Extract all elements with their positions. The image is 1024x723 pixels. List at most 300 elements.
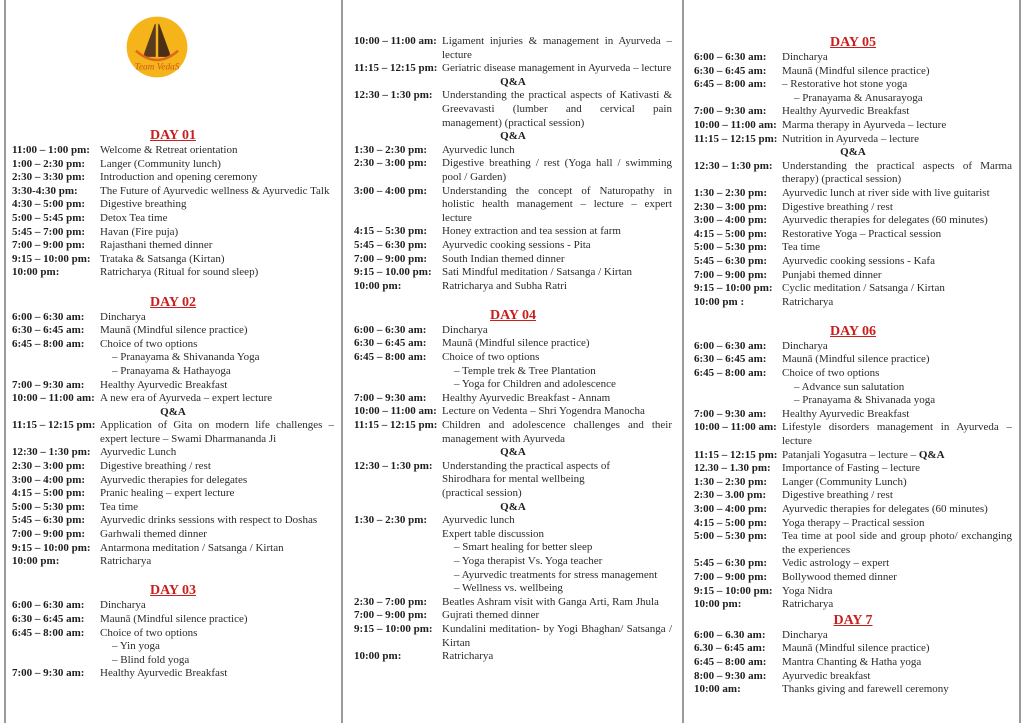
activity (100, 419, 334, 446)
activity-text (100, 338, 334, 352)
activity (100, 667, 334, 681)
time-slot: 7:00 – 9:00 pm: (12, 528, 86, 541)
activity-text (100, 266, 334, 280)
activity-label: Geriatric disease management in Ayurveda – lecture (442, 62, 672, 75)
activity-text (782, 65, 1012, 79)
activity-label: Vedic astrology – expert (782, 557, 890, 570)
activity (442, 514, 672, 541)
activity-text (100, 542, 334, 556)
schedule-row (694, 557, 1012, 571)
schedule-row (354, 405, 672, 419)
schedule-row (694, 296, 1012, 310)
activity-text (442, 351, 672, 365)
activity-label: Maunā (Mindful silence practice) (782, 642, 930, 655)
activity (442, 89, 672, 130)
activity-label: Langer (Community lunch) (100, 157, 221, 170)
activity (782, 133, 1012, 147)
activity-text (442, 253, 672, 267)
activity-subitem: – Smart healing for better sleep (454, 541, 593, 554)
activity (442, 225, 672, 239)
activity-text (782, 629, 1012, 643)
activity-label: Detox Tea time (100, 211, 168, 224)
activity (782, 78, 1012, 105)
activity-text (782, 353, 1012, 367)
activity (100, 555, 334, 569)
schedule-row (694, 476, 1012, 490)
time-slot: 6:00 – 6:30 am: (12, 310, 85, 323)
activity-label: Garhwali themed dinner (100, 528, 207, 541)
activity-label: Ayurvedic therapies for delegates (60 minutes) (782, 503, 988, 515)
activity (100, 212, 334, 226)
activity (442, 35, 672, 62)
schedule-row (694, 282, 1012, 296)
activity-text (782, 476, 1012, 490)
schedule-row (354, 337, 672, 351)
activity (442, 253, 672, 267)
activity-label: Dincharya (782, 51, 828, 63)
activity (782, 598, 1012, 612)
activity-text (100, 198, 334, 212)
schedule-row (12, 198, 334, 212)
schedule-row (694, 642, 1012, 656)
time-slot: 6:00 – 6.30 am: (694, 628, 766, 641)
activity-label: Lifestyle disorders management in Ayurveda – lecture (782, 421, 1012, 448)
activity-label: Kundalini meditation- by Yogi Bhaghan/ Satsanga / Kirtan (442, 622, 672, 649)
qa-label: Q&A (500, 446, 526, 459)
activity-subitem: – Yoga for Children and adolescence (454, 378, 616, 391)
time-slot: 6:00 – 6:30 am: (12, 599, 85, 612)
schedule-row (12, 627, 334, 668)
schedule-row (694, 571, 1012, 585)
time-slot: 7:00 – 9:00 pm: (12, 239, 86, 252)
qa-label: Q&A (160, 405, 186, 418)
activity-text (100, 627, 334, 641)
activity-label: The Future of Ayurvedic wellness & Ayurvedic Talk (100, 184, 330, 197)
activity-text (442, 405, 672, 419)
schedule-row (354, 419, 672, 446)
schedule-row (12, 667, 334, 681)
schedule-row (694, 340, 1012, 354)
schedule-row (694, 517, 1012, 531)
schedule-row (12, 338, 334, 379)
activity-text (782, 503, 1012, 517)
activity-text (782, 462, 1012, 476)
time-slot: 1:30 – 2:30 pm: (354, 143, 428, 156)
activity-label: Lecture on Vedenta – Shri Yogendra Manocha (442, 405, 645, 418)
day-heading: DAY 7 (833, 612, 873, 628)
time-slot: 7:00 – 9:00 pm: (694, 268, 768, 281)
schedule-row (354, 541, 672, 595)
time-slot: 5:45 – 6:30 pm: (354, 238, 428, 251)
activity-text (100, 324, 334, 338)
activity-label: A new era of Ayurveda – expert lecture (100, 392, 273, 405)
schedule-row (694, 105, 1012, 119)
schedule-row (694, 160, 1012, 187)
time-slot: 12:30 – 1:30 pm: (12, 446, 91, 459)
activity (100, 474, 334, 488)
activity-label: Cyclic meditation / Satsanga / Kirtan (782, 282, 945, 295)
activity-label: Punjabi themed dinner (782, 268, 882, 281)
schedule-row (354, 351, 672, 392)
activity (782, 408, 1012, 422)
time-slot: 11:15 – 12:15 pm: (354, 419, 438, 432)
schedule-row (694, 598, 1012, 612)
activity-text (782, 571, 1012, 585)
qa-label: Q&A (500, 75, 526, 88)
time-slot: 5:00 – 5:30 pm: (694, 241, 768, 254)
schedule-row (12, 487, 334, 501)
time-slot: 9:15 – 10:00 pm: (694, 282, 773, 295)
activity-label: Importance of Fasting – lecture (782, 462, 921, 475)
activity-subitem: – Wellness vs. wellbeing (454, 582, 563, 595)
schedule-row (354, 35, 672, 62)
activity (100, 501, 334, 515)
activity-text (782, 656, 1012, 670)
time-slot: 4:15 – 5:00 pm: (694, 227, 768, 240)
activity-subitem: – Blind fold yoga (112, 653, 190, 666)
activity (782, 353, 1012, 367)
activity (100, 239, 334, 253)
time-slot: 2:30 – 7:00 pm: (354, 595, 428, 608)
activity (782, 462, 1012, 476)
activity-label: Choice of two options (100, 337, 198, 350)
activity-label: Trataka & Satsanga (Kirtan) (100, 252, 225, 265)
activity-label: Ayurvedic lunch at river side with live guitarist (782, 186, 990, 199)
activity (442, 596, 672, 610)
activity-label: Ratricharya (100, 555, 152, 568)
activity-text (782, 51, 1012, 65)
activity-text (782, 296, 1012, 310)
activity-label: Ayurvedic lunch (442, 143, 515, 156)
schedule-row (694, 421, 1012, 448)
time-slot: 7:00 – 9:00 pm: (354, 609, 428, 622)
activity-label: Ayurvedic lunch (442, 514, 515, 527)
activity-label: Ayurvedic drinks sessions with respect to Doshas (100, 514, 318, 527)
activity-text (442, 239, 672, 253)
schedule-row (12, 613, 334, 627)
schedule-row (354, 157, 672, 184)
activity-text (100, 253, 334, 267)
activity-text (782, 642, 1012, 656)
activity (442, 324, 672, 338)
time-slot: 5:45 – 6:30 pm: (694, 254, 768, 267)
schedule-column-2 (354, 35, 672, 664)
time-slot: 5:00 – 5:30 pm: (12, 500, 86, 513)
time-slot: 5:00 – 5:45 pm: (12, 211, 86, 224)
activity-label: Choice of two options (442, 351, 540, 364)
activity (442, 280, 672, 294)
activity-text (442, 596, 672, 610)
activity-label: Nutrition in Ayurveda – lecture (782, 132, 920, 145)
time-slot: 8:00 – 9:30 am: (694, 669, 767, 682)
day-section (694, 612, 1012, 697)
schedule-row (694, 353, 1012, 367)
activity-label: Ayurvedic cooking sessions - Pita (442, 238, 591, 251)
activity-text (442, 650, 672, 664)
activity (782, 269, 1012, 283)
time-slot: 7:00 – 9:30 am: (12, 667, 85, 680)
schedule-row (354, 650, 672, 664)
activity-label: – Restorative hot stone yoga (782, 78, 908, 91)
day-heading: DAY 06 (829, 323, 877, 339)
activity (782, 241, 1012, 255)
time-slot: 6:30 – 6:45 am: (12, 613, 85, 625)
day-heading: DAY 04 (489, 307, 537, 323)
schedule-row (354, 185, 672, 226)
activity-label: Yoga Nidra (782, 584, 833, 597)
time-slot: 12:30 – 1:30 pm: (694, 159, 773, 172)
activity (100, 185, 334, 199)
activity (782, 160, 1012, 187)
activity-label: Application of Gita on modern life challenges – expert lecture – Swami Dharmananda Ji (100, 419, 334, 445)
schedule-row (694, 530, 1012, 557)
activity-text (782, 133, 1012, 147)
time-slot: 6:45 – 8:00 am: (694, 78, 767, 91)
activity-text (782, 187, 1012, 201)
schedule-row (694, 255, 1012, 269)
activity-label: Dincharya (100, 310, 146, 323)
time-slot: 10:00 – 11:00 am: (694, 421, 777, 434)
schedule-row (354, 89, 672, 130)
activity-label: Patanjali Yogasutra – lecture – (782, 448, 919, 461)
time-slot: 2:30 – 3.00 pm: (694, 489, 767, 502)
schedule-row (354, 266, 672, 280)
schedule-row (694, 408, 1012, 422)
activity (100, 514, 334, 528)
schedule-row (694, 462, 1012, 476)
activity (782, 489, 1012, 503)
activity (782, 201, 1012, 215)
left-border (4, 0, 6, 723)
activity-label: Langer (Community Lunch) (782, 475, 907, 488)
time-slot: 6:45 – 8:00 am: (12, 626, 85, 639)
schedule-row (694, 269, 1012, 283)
schedule-row (694, 585, 1012, 599)
activity-text (782, 408, 1012, 422)
activity-subitem: (practical session) (442, 487, 522, 499)
activity-text (442, 280, 672, 294)
activity-label: Understanding the practical aspects of Kativasti & Greevavasti (lumber and cervical pain management) (practical session) (442, 89, 672, 129)
activity-text (100, 144, 334, 158)
schedule-row (12, 253, 334, 267)
activity-text (100, 392, 334, 406)
time-slot: 12.30 – 1.30 pm: (694, 462, 771, 475)
activity (442, 405, 672, 419)
activity-label: Digestive breathing / rest (100, 460, 211, 473)
activity (782, 119, 1012, 133)
activity-label: Tea time at pool side and group photo/ exchanging the experiences (782, 530, 1012, 556)
activity (442, 157, 672, 184)
activity-label: Maunā (Mindful silence practice) (442, 337, 590, 350)
time-slot: 6:30 – 6:45 am: (694, 64, 767, 77)
activity (782, 65, 1012, 79)
activity-label: Healthy Ayurvedic Breakfast - Annam (442, 391, 611, 404)
time-slot: 6:00 – 6:30 am: (694, 339, 767, 352)
activity-text (100, 226, 334, 240)
schedule-column-1 (12, 127, 334, 681)
schedule-row (694, 503, 1012, 517)
time-slot: 6:00 – 6:30 am: (694, 51, 767, 63)
schedule-row (354, 62, 672, 76)
activity-label: Introduction and opening ceremony (100, 171, 258, 184)
activity-label: Maunā (Mindful silence practice) (100, 613, 248, 625)
activity-label: Ayurvedic cooking sessions - Kafa (782, 254, 935, 267)
activity-label: Choice of two options (782, 367, 880, 380)
activity-label: Pranic healing – expert lecture (100, 487, 235, 500)
schedule-row (12, 239, 334, 253)
activity-label: Welcome & Retreat orientation (100, 144, 238, 156)
time-slot: 1:30 – 2:30 pm: (694, 475, 768, 488)
schedule-row (12, 171, 334, 185)
activity (100, 226, 334, 240)
right-border (1019, 0, 1021, 723)
activity (100, 379, 334, 393)
time-slot: 9:15 – 10:00 pm: (12, 541, 91, 554)
time-slot: 1:00 – 2:30 pm: (12, 157, 86, 170)
schedule-row (354, 596, 672, 610)
day-section (12, 127, 334, 280)
schedule-row (694, 119, 1012, 133)
activity (100, 627, 334, 668)
time-slot: 6:00 – 6:30 am: (354, 323, 427, 336)
activity-label: Healthy Ayurvedic Breakfast (782, 105, 910, 118)
schedule-row (694, 241, 1012, 255)
activity-subitem: – Yin yoga (112, 640, 160, 653)
activity-text (782, 598, 1012, 612)
activity-text (100, 460, 334, 474)
activity-text (442, 185, 672, 226)
time-slot: 4:15 – 5:00 pm: (12, 487, 86, 500)
time-slot: 1:30 – 2:30 pm: (354, 514, 428, 527)
activity (442, 419, 672, 446)
activity-text (442, 514, 672, 528)
time-slot: 11:15 – 12:15 pm: (694, 132, 778, 145)
activity (782, 670, 1012, 684)
activity-label: Yoga therapy – Practical session (782, 516, 925, 529)
activity-text (442, 62, 672, 76)
qa-label: Q&A (500, 130, 526, 143)
time-slot: 3:00 – 4:00 pm: (694, 214, 768, 227)
activity-text (782, 367, 1012, 381)
activity (442, 62, 672, 76)
activity (442, 144, 672, 158)
activity-label: Ayurvedic therapies for delegates (60 minutes) (782, 214, 988, 227)
activity (782, 449, 1012, 463)
activity-label: Understanding the practical aspects of (442, 459, 610, 472)
activity-text (100, 419, 334, 446)
schedule-row (354, 623, 672, 650)
activity-text (100, 379, 334, 393)
activity (782, 282, 1012, 296)
activity-subitem: – Temple trek & Tree Plantation (454, 364, 596, 377)
day-heading: DAY 05 (829, 35, 877, 50)
activity-label: South Indian themed dinner (442, 252, 565, 265)
activity-label: Digestive breathing (100, 198, 187, 211)
activity (442, 351, 672, 392)
activity (782, 585, 1012, 599)
activity-text (442, 419, 672, 446)
schedule-row (12, 446, 334, 460)
time-slot: 1:30 – 2:30 pm: (694, 186, 768, 199)
schedule-row (12, 474, 334, 488)
time-slot: 10:00 – 11:00 am: (354, 35, 437, 47)
time-slot: 2:30 – 3:00 pm: (694, 200, 768, 213)
time-slot: 10:00 pm : (694, 295, 745, 308)
activity-text (782, 585, 1012, 599)
activity-label: Thanks giving and farewell ceremony (782, 683, 949, 696)
activity-text (782, 517, 1012, 531)
activity-text (782, 269, 1012, 283)
activity-text (100, 158, 334, 172)
activity (782, 530, 1012, 557)
activity-text (782, 557, 1012, 571)
activity-subitem: – Pranayama & Hathayoga (112, 364, 231, 377)
schedule-row (12, 212, 334, 226)
activity-label: Choice of two options (100, 626, 198, 639)
schedule-row (12, 144, 334, 158)
activity-label: Children and adolescence challenges and their management with Ayurveda (442, 419, 672, 445)
activity-text (782, 340, 1012, 354)
activity-text (442, 623, 672, 650)
schedule-row (12, 528, 334, 542)
activity-text (782, 489, 1012, 503)
activity-text (100, 667, 334, 681)
activity-label: Maunā (Mindful silence practice) (100, 324, 248, 337)
time-slot: 6.30 – 6:45 am: (694, 642, 766, 655)
activity (442, 541, 672, 595)
day-heading: DAY 03 (149, 583, 197, 599)
activity-label: Understanding the practical aspects of Marma therapy) (practical session) (782, 159, 1012, 186)
activity (100, 528, 334, 542)
column-divider-1 (341, 0, 343, 723)
time-slot: 10:00 pm: (12, 266, 60, 279)
time-slot: 9:15 – 10:00 pm: (354, 622, 433, 635)
schedule-row (354, 392, 672, 406)
activity (782, 683, 1012, 697)
schedule-row (694, 670, 1012, 684)
time-slot: 9:15 – 10:00 pm: (694, 584, 773, 597)
day-section (354, 35, 672, 293)
activity (442, 460, 672, 501)
time-slot: 7:00 – 9:30 am: (694, 105, 767, 118)
activity-text (100, 555, 334, 569)
time-slot (354, 541, 442, 595)
time-slot: 6:30 – 6:45 am: (12, 324, 85, 337)
time-slot: 11:00 – 1:00 pm: (12, 144, 90, 156)
activity-label: Marma therapy in Ayurveda – lecture (782, 118, 947, 131)
time-slot: 7:00 – 9:00 pm: (354, 252, 428, 265)
activity-label: Havan (Fire puja) (100, 225, 179, 238)
activity (782, 367, 1012, 408)
activity (100, 392, 334, 406)
activity (782, 517, 1012, 531)
schedule-row (694, 51, 1012, 65)
schedule-row (354, 460, 672, 501)
activity-text (442, 225, 672, 239)
activity (442, 650, 672, 664)
activity (100, 171, 334, 185)
schedule-row (694, 133, 1012, 147)
activity-subitem: – Advance sun salutation (794, 380, 905, 393)
activity (100, 253, 334, 267)
column-divider-2 (682, 0, 684, 723)
activity-text (782, 78, 1012, 92)
activity-label: Healthy Ayurvedic Breakfast (100, 667, 228, 680)
schedule-row (12, 555, 334, 569)
activity-label: Ayurvedic therapies for delegates (100, 473, 248, 486)
time-slot: 5:00 – 5:30 pm: (694, 530, 768, 543)
activity-text (782, 241, 1012, 255)
